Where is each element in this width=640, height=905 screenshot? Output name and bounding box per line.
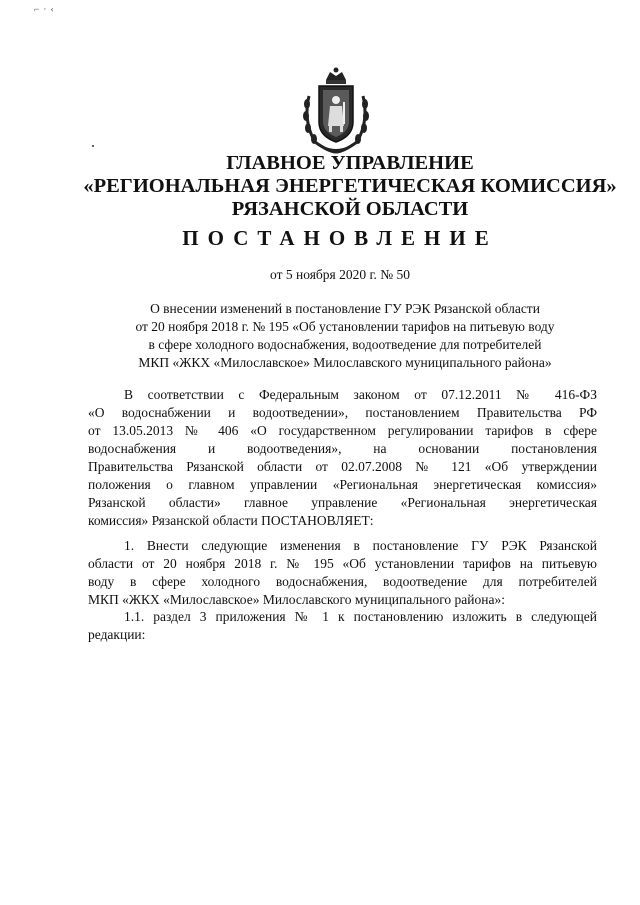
scan-mark: ⌐ · ‹	[34, 4, 55, 14]
org-title-line-3: РЯЗАНСКОЙ ОБЛАСТИ	[231, 198, 469, 220]
text-line: водоснабжения и водоотведения», на основании постановления	[88, 441, 597, 456]
document-date-number: от 5 ноября 2020 г. № 50	[270, 267, 410, 282]
text-line: «О водоснабжении и водоотведении», постановлением Правительства РФ	[88, 405, 597, 420]
text-line: области от 20 ноября 2018 г. № 195 «Об установлении тарифов на питьевую	[88, 556, 597, 571]
text-line: Правительства Рязанской области от 02.07.2008 № 121 «Об утверждении	[88, 459, 597, 474]
preamble-paragraph	[88, 386, 597, 530]
text-line: 1.1. раздел 3 приложения № 1 к постановлению изложить в следующей	[124, 609, 597, 624]
scan-speck	[92, 145, 94, 147]
text-line: В соответствии с Федеральным законом от 07.12.2011 № 416-ФЗ	[124, 387, 597, 402]
item-1-1-paragraph	[88, 608, 597, 644]
text-line: от 13.05.2013 № 406 «О государственном регулировании тарифов в сфере	[88, 423, 597, 438]
subject-line: от 20 ноября 2018 г. № 195 «Об установлении тарифов на питьевую воду	[135, 319, 555, 334]
text-line: редакции:	[88, 627, 146, 642]
subject-line: МКП «ЖКХ «Милославское» Милославского муниципального района»	[138, 355, 552, 370]
subject-line: в сфере холодного водоснабжения, водоотведение для потребителей	[148, 337, 542, 352]
coat-of-arms-emblem	[299, 66, 373, 156]
org-title-line-2: «РЕГИОНАЛЬНАЯ ЭНЕРГЕТИЧЕСКАЯ КОМИССИЯ»	[83, 175, 617, 197]
document-type-heading: ПОСТАНОВЛЕНИЕ	[182, 226, 498, 250]
text-line: Рязанской области» главное управление «Региональная энергетическая	[88, 495, 597, 510]
text-line: воду в сфере холодного водоснабжения, водоотведение для потребителей	[88, 574, 597, 589]
text-line: 1. Внести следующие изменения в постановление ГУ РЭК Рязанской	[124, 538, 597, 553]
organization-title	[70, 152, 630, 221]
text-line: комиссия» Рязанской области ПОСТАНОВЛЯЕТ:	[88, 513, 374, 528]
text-line: положения о главном управлении «Региональная энергетическая комиссия»	[88, 477, 597, 492]
item-1-paragraph	[88, 537, 597, 609]
text-line: МКП «ЖКХ «Милославское» Милославского муниципального района»:	[88, 592, 505, 607]
org-title-line-1: ГЛАВНОЕ УПРАВЛЕНИЕ	[226, 152, 474, 174]
document-subject	[88, 300, 602, 372]
subject-line: О внесении изменений в постановление ГУ РЭК Рязанской области	[150, 301, 540, 316]
